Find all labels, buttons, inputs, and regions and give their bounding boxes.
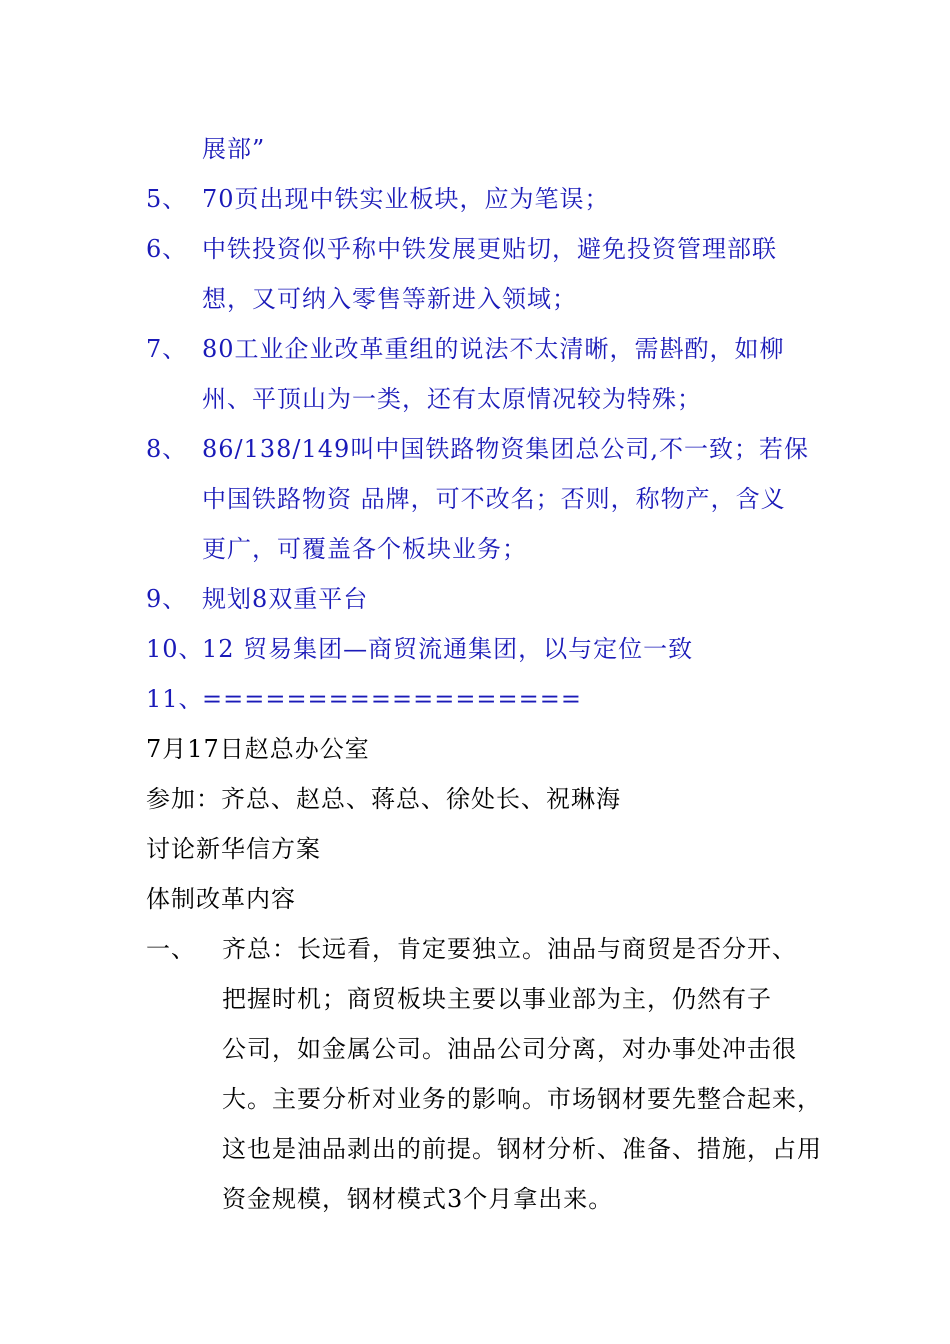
list-item-continuation: 展部” <box>202 135 266 163</box>
list-item-text: ================== <box>202 685 582 713</box>
section-heading: 体制改革内容 <box>146 885 296 913</box>
meeting-attendees: 参加：齐总、赵总、蒋总、徐处长、祝琳海 <box>146 785 621 813</box>
point-text: 公司，如金属公司。油品公司分离，对办事处冲击很 <box>222 1035 797 1063</box>
list-item-number: 9、 <box>146 585 188 613</box>
point-text: 把握时机；商贸板块主要以事业部为主，仍然有子 <box>222 985 772 1013</box>
list-item-number: 5、 <box>146 185 188 213</box>
list-item-number: 8、 <box>146 435 188 463</box>
list-item-text: 中国铁路物资 品牌，可不改名；否则，称物产，含义 <box>202 485 786 513</box>
list-item-text: 70页出现中铁实业板块，应为笔误； <box>202 185 610 213</box>
point-text: 大。主要分析对业务的影响。市场钢材要先整合起来， <box>222 1085 822 1113</box>
list-item-number: 11、 <box>146 685 204 713</box>
list-item-text: 中铁投资似乎称中铁发展更贴切，避免投资管理部联 <box>202 235 777 263</box>
point-text: 资金规模，钢材模式3个月拿出来。 <box>222 1185 614 1213</box>
list-item-text: 12 贸易集团—商贸流通集团，以与定位一致 <box>202 635 694 663</box>
meeting-date-place: 7月17日赵总办公室 <box>146 735 370 763</box>
list-item-text: 86/138/149叫中国铁路物资集团总公司,不一致；若保 <box>202 435 809 463</box>
list-item-number: 10、 <box>146 635 204 663</box>
point-text: 齐总：长远看，肯定要独立。油品与商贸是否分开、 <box>222 935 797 963</box>
point-number: 一、 <box>146 935 196 963</box>
list-item-number: 6、 <box>146 235 188 263</box>
list-item-text: 想，又可纳入零售等新进入领域； <box>202 285 577 313</box>
list-item-text: 州、平顶山为一类，还有太原情况较为特殊； <box>202 385 702 413</box>
list-item-text: 80工业企业改革重组的说法不太清晰，需斟酌，如柳 <box>202 335 785 363</box>
list-item-text: 规划8双重平台 <box>202 585 369 613</box>
meeting-topic: 讨论新华信方案 <box>146 835 321 863</box>
list-item-text: 更广，可覆盖各个板块业务； <box>202 535 527 563</box>
list-item-number: 7、 <box>146 335 188 363</box>
point-text: 这也是油品剥出的前提。钢材分析、准备、措施，占用 <box>222 1135 822 1163</box>
